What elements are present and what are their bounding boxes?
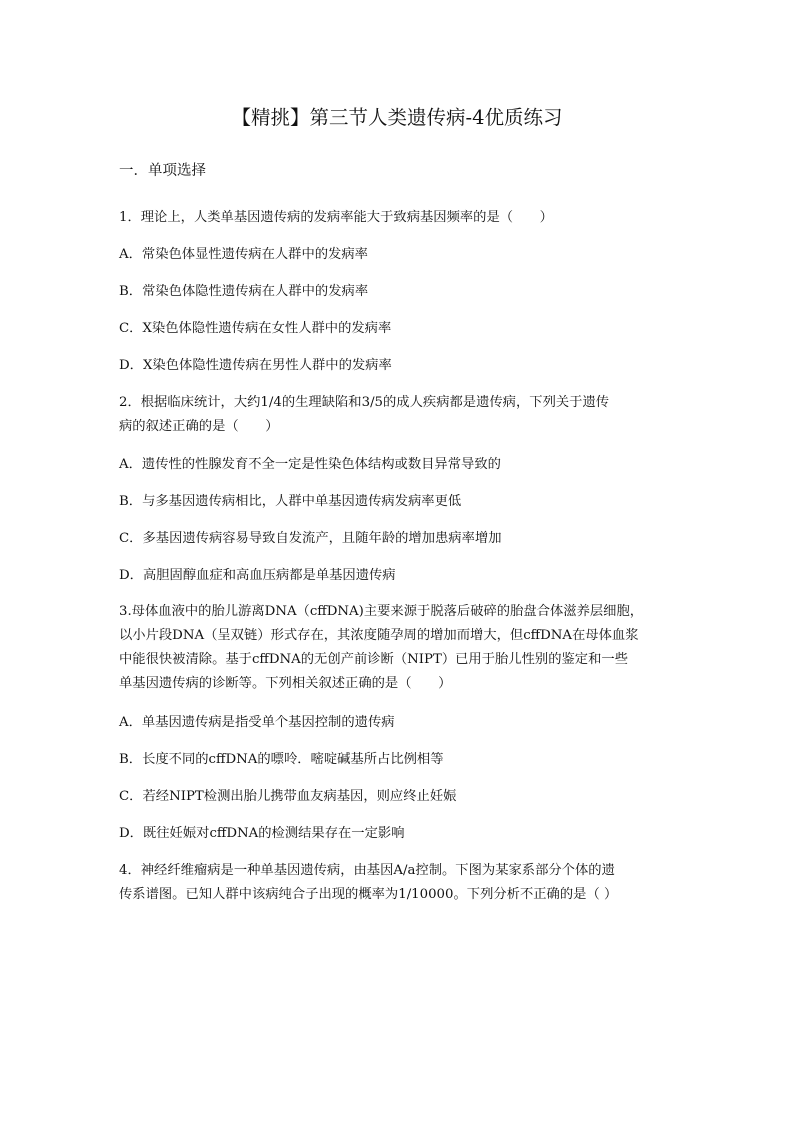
question-1-stem: 1．理论上，人类单基因遗传病的发病率能大于致病基因频率的是（ ） (119, 210, 553, 225)
question-3-stem-line-1: 3.母体血液中的胎儿游离DNA（cffDNA)主要来源于脱落后破碎的胎盘合体滋养层细胞， (119, 604, 644, 619)
question-3-stem-line-2: 以小片段DNA（呈双链）形式存在，其浓度随孕周的增加而增大，但cffDNA在母体血浆 (119, 628, 639, 643)
document-title: 【精挑】第三节人类遗传病-4优质练习 (231, 106, 563, 129)
section-heading: 一．单项选择 (119, 163, 206, 179)
question-2-option-d: D．高胆固醇血症和高血压病都是单基因遗传病 (119, 568, 396, 583)
question-3-option-b: B．长度不同的cffDNA的嘌呤．嘧啶碱基所占比例相等 (119, 752, 444, 767)
question-1-option-b: B．常染色体隐性遗传病在人群中的发病率 (119, 284, 369, 299)
question-2-stem-line-2: 病的叙述正确的是（ ） (119, 419, 279, 434)
question-4-stem-line-2: 传系谱图。已知人群中该病纯合子出现的概率为1/10000。下列分析不正确的是（ ） (119, 887, 618, 902)
question-3-stem-line-3: 中能很快被清除。基于cffDNA的无创产前诊断（NIPT）已用于胎儿性别的鉴定和一些 (119, 652, 628, 667)
question-1-option-c: C．X染色体隐性遗传病在女性人群中的发病率 (119, 321, 392, 336)
question-1-option-a: A．常染色体显性遗传病在人群中的发病率 (119, 247, 368, 262)
question-3-option-d: D．既往妊娠对cffDNA的检测结果存在一定影响 (119, 826, 405, 841)
question-1-option-d: D．X染色体隐性遗传病在男性人群中的发病率 (119, 358, 392, 373)
question-3-option-a: A．单基因遗传病是指受单个基因控制的遗传病 (119, 715, 395, 730)
question-3-option-c: C．若经NIPT检测出胎儿携带血友病基因，则应终止妊娠 (119, 789, 457, 804)
question-3-stem-line-4: 单基因遗传病的诊断等。下列相关叙述正确的是（ ） (119, 676, 452, 691)
question-2-stem-line-1: 2．根据临床统计，大约1/4的生理缺陷和3/5的成人疾病都是遗传病，下列关于遗传 (119, 395, 610, 410)
question-2-option-b: B．与多基因遗传病相比，人群中单基因遗传病发病率更低 (119, 494, 462, 509)
question-4-stem-line-1: 4．神经纤维瘤病是一种单基因遗传病，由基因A/a控制。下图为某家系部分个体的遗 (119, 863, 615, 878)
question-2-option-c: C．多基因遗传病容易导致自发流产，且随年龄的增加患病率增加 (119, 531, 502, 546)
question-2-option-a: A．遗传性的性腺发育不全一定是性染色体结构或数目异常导致的 (119, 457, 501, 472)
